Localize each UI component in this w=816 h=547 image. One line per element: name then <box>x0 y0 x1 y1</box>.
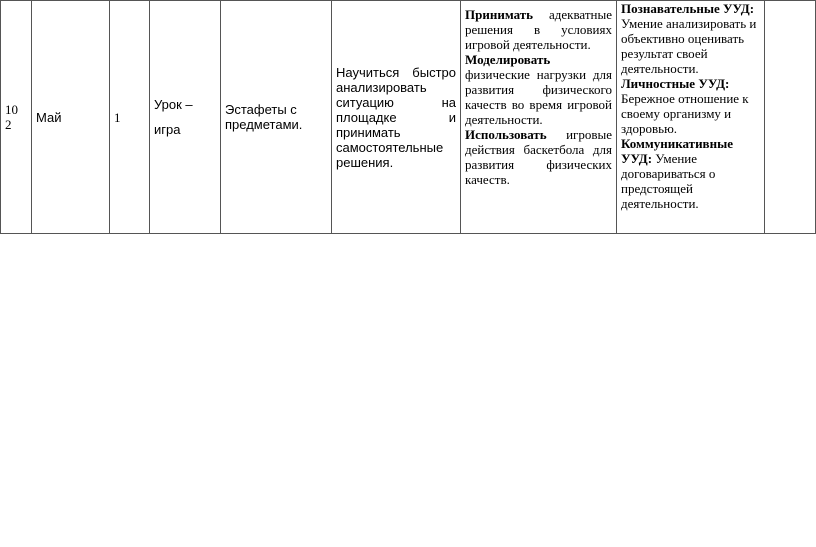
lesson-type-line-1: Урок – <box>154 97 193 112</box>
lesson-type-line-2: игра <box>154 122 181 137</box>
subject-results-cell <box>461 1 617 234</box>
goal-cell <box>332 1 461 234</box>
uud-cell <box>617 1 765 234</box>
uud-label: Личностные УУД: <box>621 76 730 91</box>
subject-result-verb: Использовать <box>465 127 547 142</box>
uud-text: Бережное отношение к своему организму и здоровью. <box>621 91 749 136</box>
lesson-plan-table <box>0 0 816 234</box>
uud-text: Умение анализировать и объективно оценивать результат своей деятельности. <box>621 16 757 76</box>
subject-result-text: физические нагрузки для развития физического качеств во время игровой деятельности. <box>465 67 612 127</box>
hours-text: 1 <box>114 109 121 125</box>
month-cell <box>32 1 110 234</box>
uud-label: Познавательные УУД: <box>621 1 755 16</box>
uud-item-personal <box>621 76 760 136</box>
uud-text: Умение договариваться о предстоящей деятельности. <box>621 151 716 211</box>
notes-cell <box>765 1 816 234</box>
uud-item-communicative <box>621 136 760 211</box>
subject-result-verb: Принимать <box>465 7 534 22</box>
uud-item-cognitive <box>621 1 760 76</box>
subject-result-text: игровые действия баскетбола для развития физических качеств. <box>465 127 612 187</box>
subject-result-3 <box>465 127 612 187</box>
hours-cell <box>110 1 150 234</box>
topic-cell <box>221 1 332 234</box>
subject-result-verb: Моделировать <box>465 52 551 67</box>
lesson-type-cell <box>150 1 221 234</box>
goal-text: Научиться быстро анализировать ситуацию на площадке и принимать самостоятельные решения. <box>336 64 456 170</box>
topic-text: Эстафеты с предметами. <box>225 102 303 132</box>
row-number-line-2: 2 <box>5 117 12 132</box>
row-number-cell <box>1 1 32 234</box>
subject-result-1 <box>465 7 612 52</box>
month-text: Май <box>36 109 62 125</box>
table-row <box>1 1 816 234</box>
uud-label: Коммуникативные УУД: <box>621 136 733 166</box>
subject-result-text: адекватные решения в условиях игровой деятельности. <box>465 7 612 52</box>
row-number-line-1: 10 <box>5 102 18 117</box>
subject-result-2 <box>465 52 612 127</box>
